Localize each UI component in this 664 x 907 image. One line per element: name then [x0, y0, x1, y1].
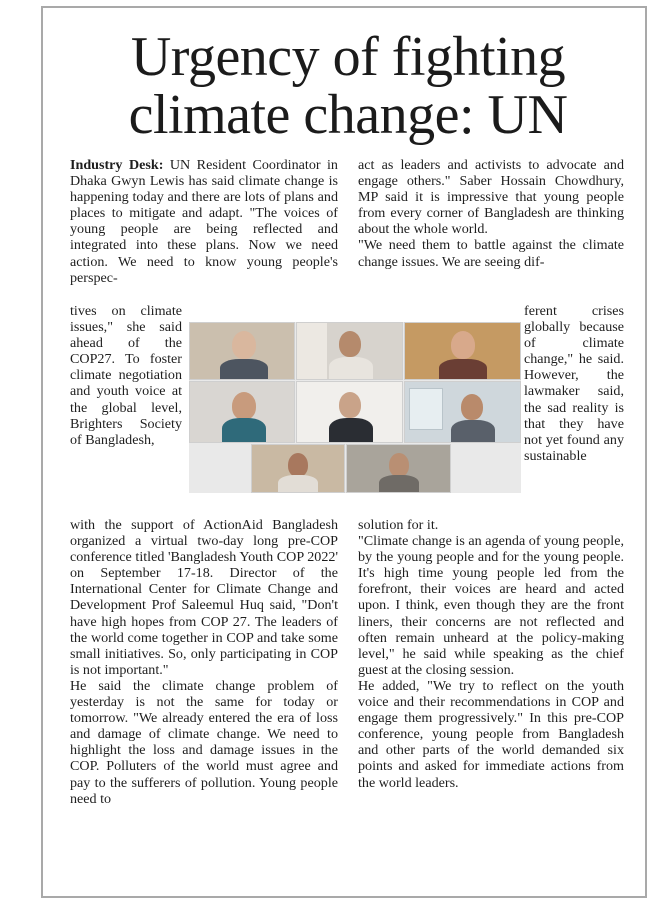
paragraph: solution for it.: [358, 517, 439, 533]
paragraph: with the support of ActionAid Bangladesh organized a virtual two-day long pre-COP conference titled 'Bangladesh Youth COP 2022' on September 17-18. Director of the International Center for Climate Change and Development Prof Saleemul Huq said, "Don't have high hopes from COP 27. The leaders of the world come together in COP and take some small initiatives. So, only participating in COP is not important.": [70, 517, 338, 678]
video-conference-photo: [189, 322, 521, 493]
participant-tile: [189, 322, 295, 380]
participant-tile: [296, 322, 403, 380]
wrap-right-paragraph: ferent crises globally because of climate change," he said. However, the lawmaker said, the sad reality is that they have not yet found any sustainable: [524, 303, 624, 464]
byline: Industry Desk:: [70, 157, 164, 173]
participant-tile: [404, 381, 521, 443]
wrap-right-text: [524, 303, 624, 464]
paragraph: act as leaders and activists to advocate and engage others." Saber Hossain Chowdhury, MP said it is impressive that young people from every corner of Bangladesh are thinking about the whole world.: [358, 157, 624, 238]
participant-tile: [189, 381, 295, 443]
lead-text: UN Resident Coordinator in Dhaka Gwyn Lewis has said climate change is happening today and there are lots of plans and places to mitigate and adapt. "The voices of young people are being reflected and integrated into these plans. Now we need action. We need to know young people's perspec-: [70, 157, 338, 286]
participant-tile: [251, 444, 345, 493]
column-left-top: [70, 157, 338, 286]
participant-tile: [404, 322, 521, 380]
wrap-left-paragraph: tives on climate issues," she said ahead of the COP27. To foster climate negotiation and youth voice at the global level, Brighters Society of Bangladesh,: [70, 303, 182, 448]
headline: Urgency of fighting climate change: UN: [128, 26, 568, 146]
participant-tile: [346, 444, 451, 493]
participant-tile: [296, 381, 403, 443]
lead-paragraph: [70, 157, 338, 286]
column-right-top: [358, 157, 624, 270]
wrap-left-text: [70, 303, 182, 448]
paragraph: "Climate change is an agenda of young people, by the young people and for the young people. It's high time young people led from the forefront, their voices are heard and acted upon. I think, even though they are the front liners, their concerns are not reflected and often remain unheard at the policy-making level," he said while speaking as the chief guest at the closing session.: [358, 533, 624, 678]
paragraph: He added, "We try to reflect on the youth voice and their recommendations in COP and engage them progressively." In this pre-COP conference, young people from Bangladesh and other parts of the world demanded six points and asked for immediate actions from the world leaders.: [358, 677, 624, 791]
column-left-bottom: [70, 517, 338, 807]
paragraph: "We need them to battle against the climate change issues. We are seeing dif-: [358, 237, 624, 270]
paragraph: He said the climate change problem of yesterday is not the same for today or tomorrow. "We already entered the era of loss and damage of climate change. We need to highlight the loss and damage issues in the COP. Polluters of the world must agree and pay to the sufferers of pollution. Young people need to: [70, 677, 338, 807]
column-right-bottom: [358, 517, 624, 791]
